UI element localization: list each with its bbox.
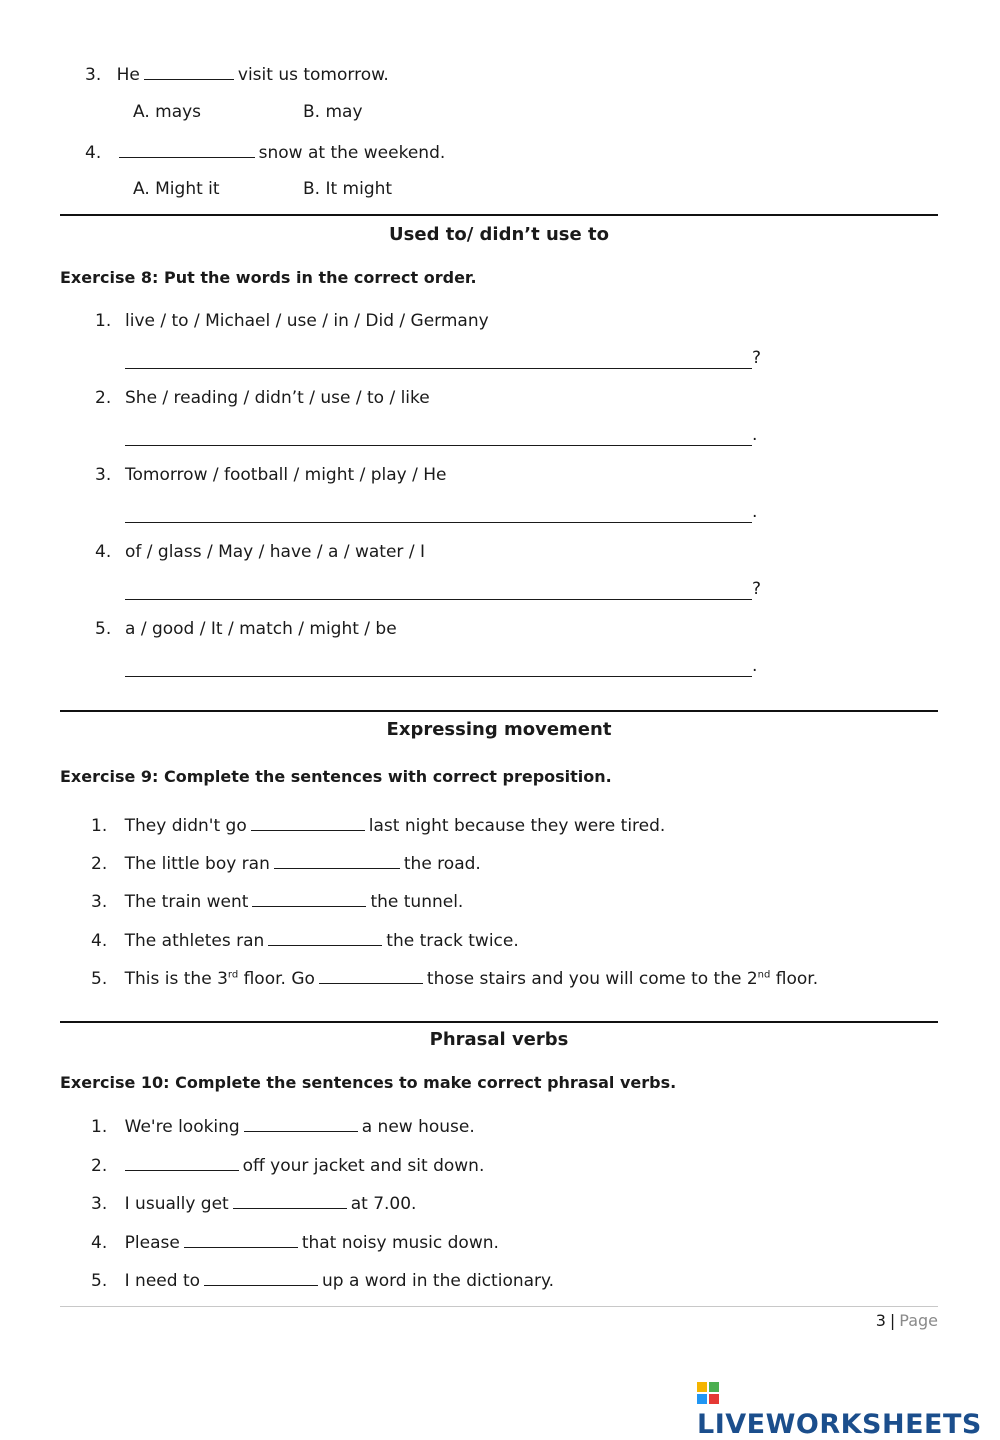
sentence-after: at 7.00. [350, 1194, 417, 1214]
answer-line[interactable] [125, 522, 752, 523]
answer-blank[interactable] [244, 1115, 358, 1132]
item-number: 2. [91, 1156, 108, 1176]
sentence-after: the track twice. [386, 931, 519, 951]
option-b[interactable]: B. It might [303, 179, 393, 199]
item-number: 1. [91, 1117, 108, 1137]
sentence-after: last night because they were tired. [368, 816, 666, 836]
item-number: 4. [91, 931, 108, 951]
sentence-item [91, 1115, 475, 1137]
sentence-item [91, 967, 818, 989]
question-3 [85, 63, 389, 85]
item-number: 1. [91, 816, 108, 836]
option-a[interactable]: A. mays [133, 102, 202, 122]
ordinal-suffix: rd [227, 969, 239, 981]
item-number: 5. [91, 969, 108, 989]
item-number: 2. [95, 388, 112, 408]
sentence-item [91, 1192, 416, 1214]
answer-blank[interactable] [144, 63, 234, 80]
word-prompt: a / good / It / match / might / be [125, 619, 397, 639]
word-prompt: live / to / Michael / use / in / Did / Germany [125, 311, 489, 331]
question-number: 4. [85, 143, 102, 163]
page-footer [876, 1311, 938, 1330]
sentence-after: that noisy music down. [301, 1233, 499, 1253]
answer-line[interactable] [125, 445, 752, 446]
question-text-before: He [116, 65, 140, 85]
question-text-after: snow at the weekend. [258, 143, 446, 163]
liveworksheets-logo-icon [697, 1382, 719, 1404]
page-label: Page [899, 1311, 938, 1330]
sentence-item [91, 890, 463, 912]
sentence-after: off your jacket and sit down. [242, 1156, 485, 1176]
sentence-item [91, 814, 665, 836]
sentence-before: I usually get [124, 1194, 229, 1214]
sentence-item [91, 1269, 554, 1291]
item-number: 5. [95, 619, 112, 639]
sentence-before: Please [124, 1233, 180, 1253]
footer-divider [60, 1306, 938, 1307]
page-separator: | [889, 1311, 896, 1330]
answer-blank[interactable] [274, 852, 400, 869]
answer-blank[interactable] [252, 890, 366, 907]
sentence-before: The athletes ran [124, 931, 265, 951]
sentence-part: floor. [770, 969, 819, 989]
sentence-before: I need to [124, 1271, 201, 1291]
liveworksheets-logo [697, 1378, 1000, 1440]
sentence-before: They didn't go [124, 816, 247, 836]
question-text-after: visit us tomorrow. [237, 65, 389, 85]
end-punctuation: ? [752, 579, 762, 599]
sentence-item [91, 1154, 484, 1176]
word-prompt: She / reading / didn’t / use / to / like [125, 388, 430, 408]
item-number: 3. [91, 892, 108, 912]
answer-blank[interactable] [119, 141, 255, 158]
item-number: 5. [91, 1271, 108, 1291]
exercise-9-title: Exercise 9: Complete the sentences with correct preposition. [60, 767, 612, 786]
sentence-item [91, 852, 481, 874]
section-divider [60, 1021, 938, 1023]
sentence-before: The train went [124, 892, 249, 912]
section-title-phrasal: Phrasal verbs [429, 1029, 569, 1050]
item-number: 3. [91, 1194, 108, 1214]
sentence-part: those stairs and you will come to the 2 [426, 969, 758, 989]
answer-blank[interactable] [251, 814, 365, 831]
option-a[interactable]: A. Might it [133, 179, 220, 199]
sentence-part: This is the 3 [124, 969, 228, 989]
item-number: 4. [91, 1233, 108, 1253]
answer-blank[interactable] [184, 1231, 298, 1248]
word-prompt: Tomorrow / football / might / play / He [125, 465, 447, 485]
sentence-before: The little boy ran [124, 854, 270, 874]
brand-name: LIVEWORKSHEETS [697, 1409, 982, 1440]
sentence-part: floor. Go [238, 969, 315, 989]
end-punctuation: ? [752, 348, 762, 368]
sentence-before: We're looking [124, 1117, 240, 1137]
section-divider [60, 710, 938, 712]
section-title-movement: Expressing movement [386, 719, 612, 740]
question-4 [85, 141, 445, 163]
sentence-after: the tunnel. [370, 892, 464, 912]
answer-blank[interactable] [233, 1192, 347, 1209]
exercise-8-title: Exercise 8: Put the words in the correct order. [60, 268, 477, 287]
answer-blank[interactable] [204, 1269, 318, 1286]
end-punctuation: . [752, 656, 758, 676]
sentence-item [91, 1231, 499, 1253]
item-number: 1. [95, 311, 112, 331]
ordinal-suffix: nd [757, 969, 771, 981]
answer-line[interactable] [125, 676, 752, 677]
end-punctuation: . [752, 502, 758, 522]
page-number: 3 [875, 1311, 886, 1330]
word-prompt: of / glass / May / have / a / water / I [125, 542, 425, 562]
answer-line[interactable] [125, 368, 752, 369]
sentence-after: a new house. [361, 1117, 475, 1137]
item-number: 3. [95, 465, 112, 485]
answer-line[interactable] [125, 599, 752, 600]
exercise-10-title: Exercise 10: Complete the sentences to make correct phrasal verbs. [60, 1073, 677, 1092]
answer-blank[interactable] [125, 1154, 239, 1171]
answer-blank[interactable] [319, 967, 423, 984]
sentence-item [91, 929, 519, 951]
sentence-after: the road. [403, 854, 481, 874]
sentence-after: up a word in the dictionary. [322, 1271, 555, 1291]
section-divider [60, 214, 938, 216]
item-number: 4. [95, 542, 112, 562]
question-number: 3. [85, 65, 102, 85]
answer-blank[interactable] [268, 929, 382, 946]
item-number: 2. [91, 854, 108, 874]
end-punctuation: . [752, 425, 758, 445]
section-title-used-to: Used to/ didn’t use to [389, 224, 609, 245]
option-b[interactable]: B. may [303, 102, 363, 122]
